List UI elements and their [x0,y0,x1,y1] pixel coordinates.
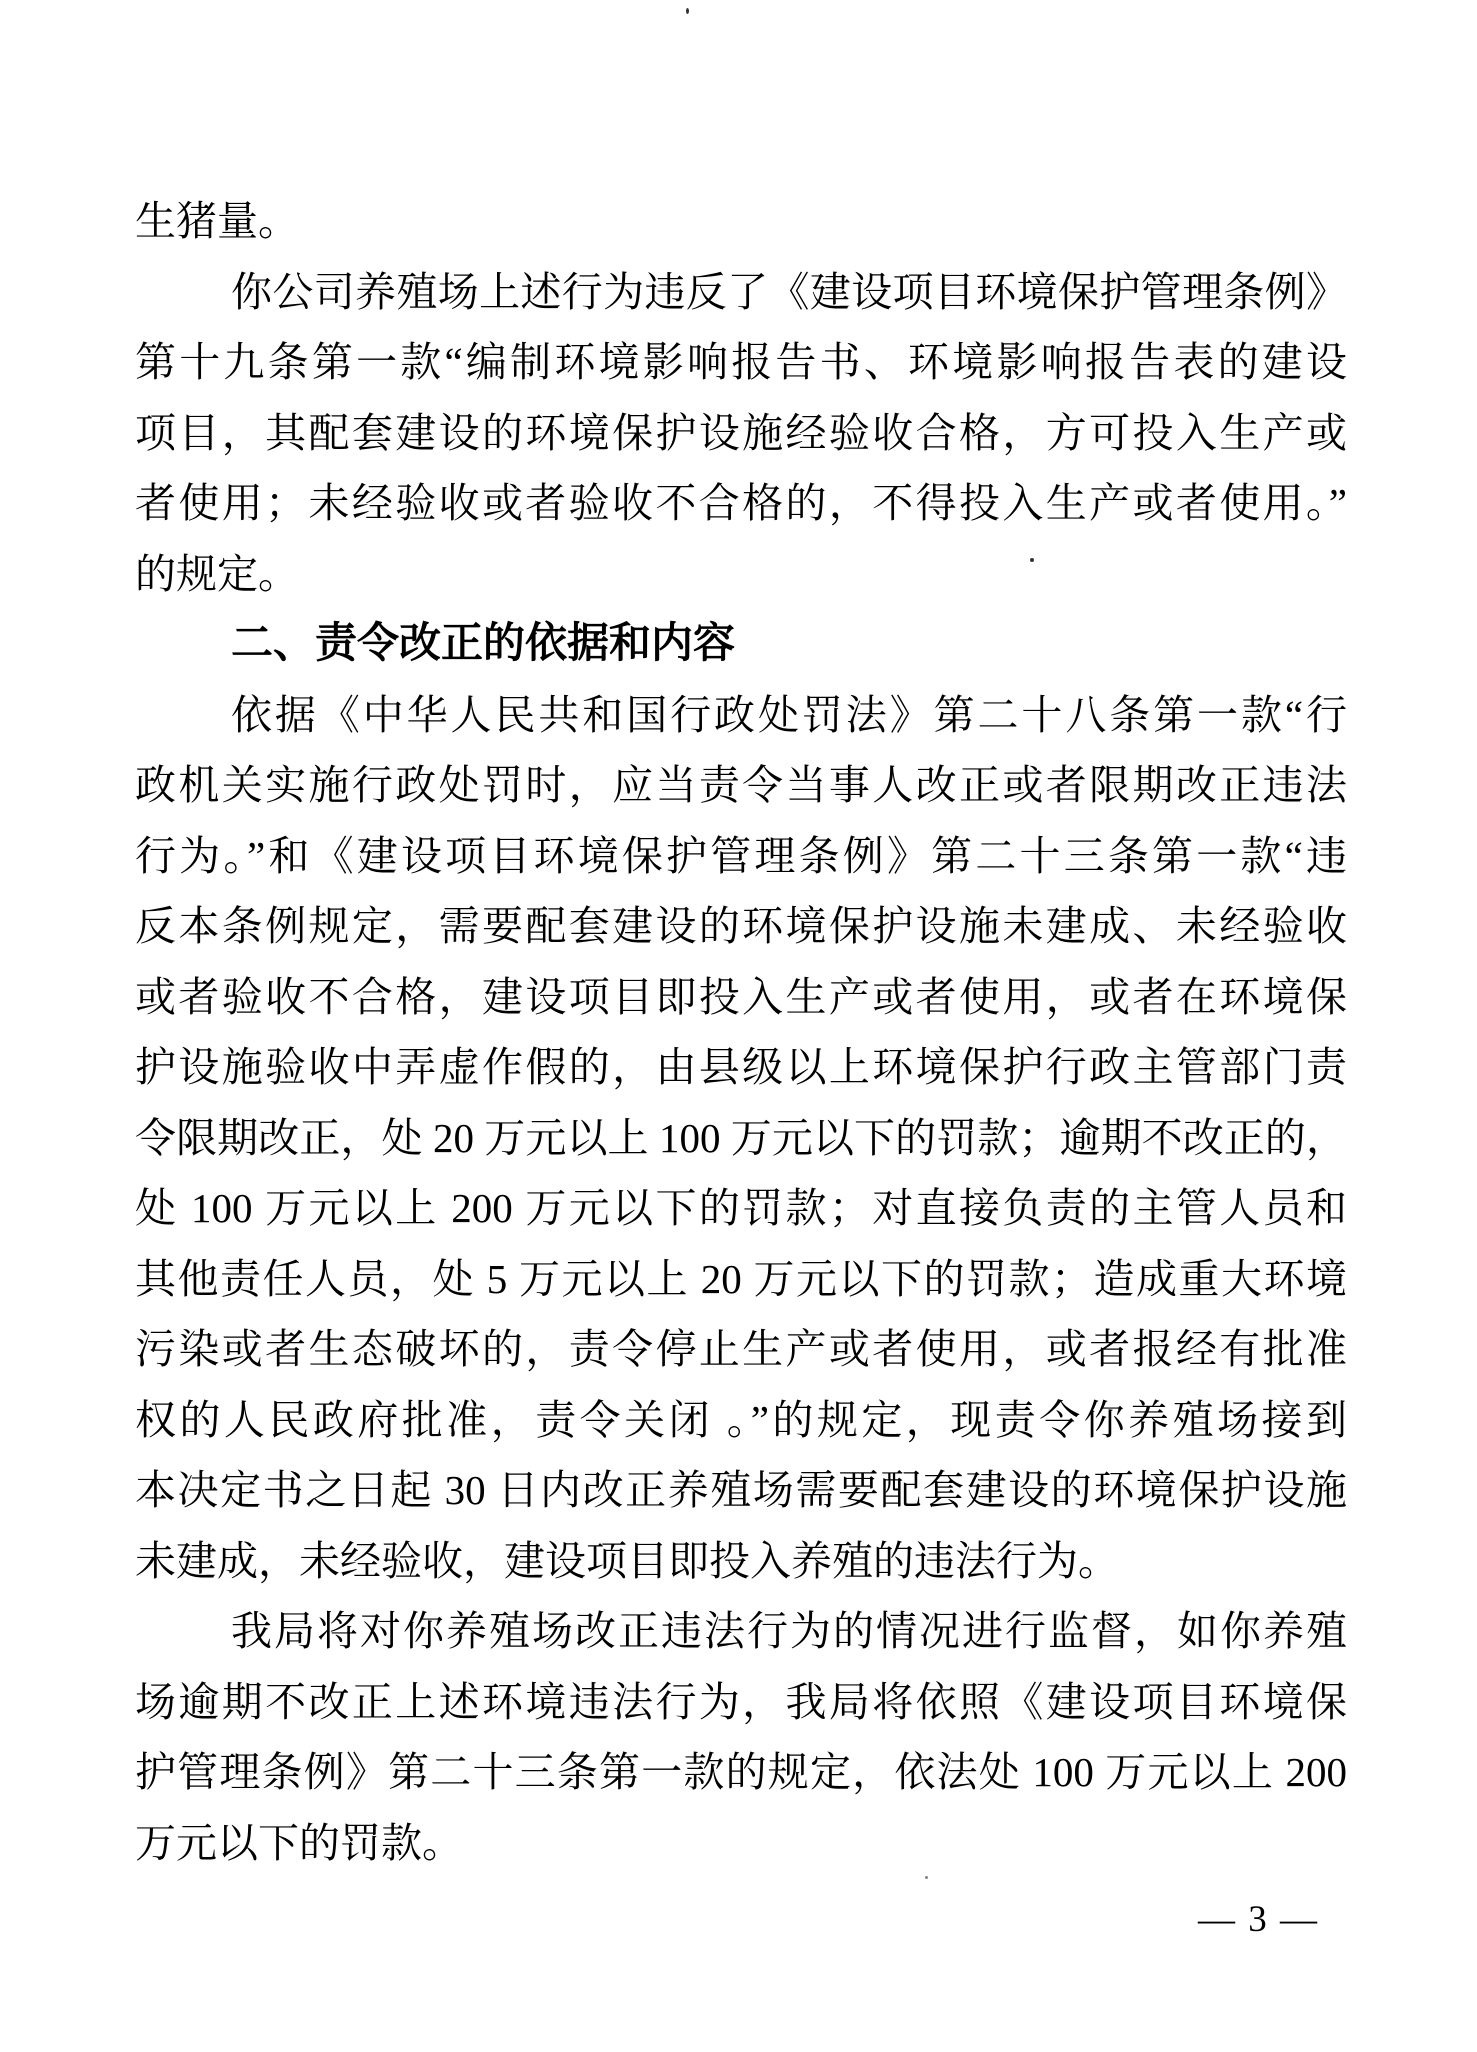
scan-artifact-dot [686,8,689,14]
text-line: 你公司养殖场上述行为违反了《建设项目环境保护管理条例》 [231,268,1347,315]
text-line: 第十九条第一款“编制环境影响报告书、环境影响报告表的建设 [135,339,1347,385]
text-line: 未建成，未经验收，建设项目即投入养殖的违法行为。 [135,1537,1119,1584]
text-line: 者使用；未经验收或者验收不合格的，不得投入生产或者使用。” [135,480,1347,526]
text-line: 或者验收不合格，建设项目即投入生产或者使用，或者在环境保 [135,973,1347,1020]
text-line: 生猪量。 [135,198,299,244]
text-line: 反本条例规定，需要配套建设的环境保护设施未建成、未经验收 [135,903,1347,949]
text-line: 我局将对你养殖场改正违法行为的情况进行监督，如你养殖 [231,1608,1347,1654]
text-line: 场逾期不改正上述环境违法行为，我局将依照《建设项目环境保 [135,1678,1347,1725]
text-line: 政机关实施行政处罚时，应当责令当事人改正或者限期改正违法 [135,762,1347,808]
text-line: 行为。”和《建设项目环境保护管理条例》第二十三条第一款“违 [135,832,1347,879]
text-line: 处 100 万元以上 200 万元以下的罚款；对直接负责的主管人员和 [135,1185,1347,1231]
text-line: 依据《中华人民共和国行政处罚法》第二十八条第一款“行 [231,691,1347,738]
section-heading: 二、责令改正的依据和内容 [231,621,736,667]
page-number: — 3 — [1198,1899,1319,1940]
document-body [135,186,1347,1878]
text-line: 护设施验收中弄虚作假的，由县级以上环境保护行政主管部门责 [135,1044,1347,1090]
text-line: 的规定。 [135,550,299,597]
text-line: 万元以下的罚款。 [135,1819,463,1866]
text-line: 项目，其配套建设的环境保护设施经验收合格，方可投入生产或 [135,409,1347,456]
text-line: 其他责任人员，处 5 万元以上 20 万元以下的罚款；造成重大环境 [135,1255,1347,1302]
text-line: 污染或者生态破坏的，责令停止生产或者使用，或者报经有批准 [135,1326,1347,1372]
text-line: 本决定书之日起 30 日内改正养殖场需要配套建设的环境保护设施 [135,1467,1347,1513]
text-line: 权的人民政府批准，责令关闭 。”的规定，现责令你养殖场接到 [135,1396,1347,1443]
text-line: 护管理条例》第二十三条第一款的规定，依法处 100 万元以上 200 [135,1749,1347,1795]
text-line: 令限期改正，处 20 万元以上 100 万元以下的罚款；逾期不改正的， [135,1114,1347,1161]
